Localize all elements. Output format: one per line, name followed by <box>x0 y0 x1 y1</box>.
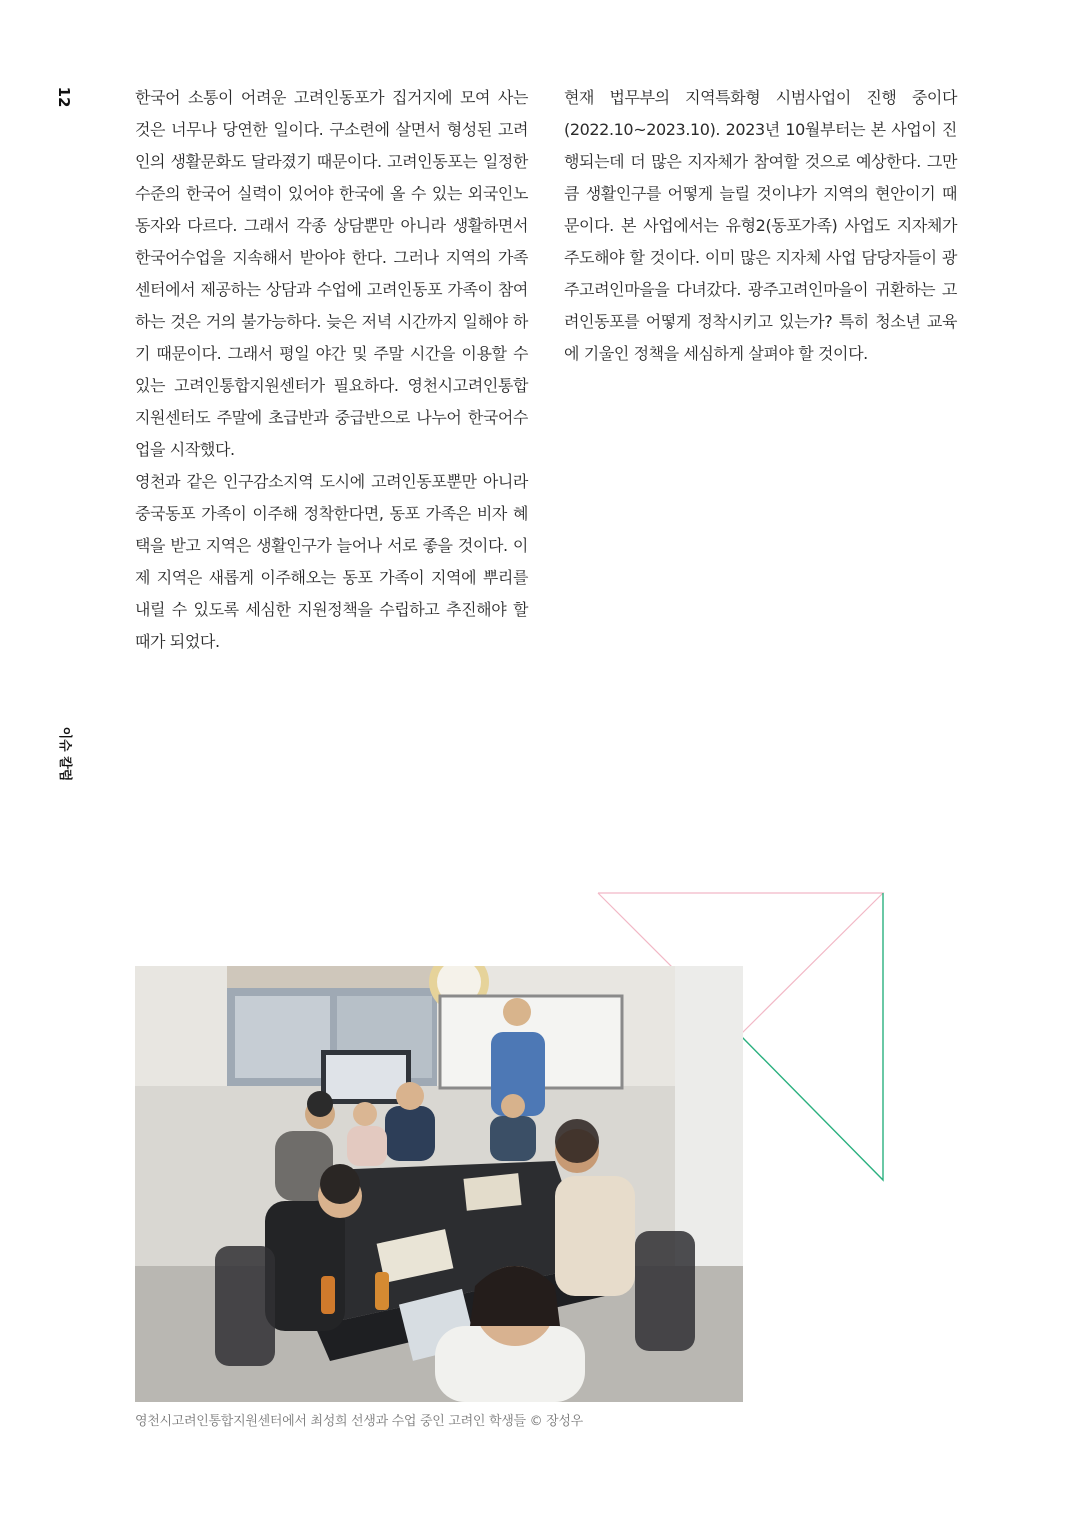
article-paragraph: 현재 법무부의 지역특화형 시범사업이 진행 중이다(2022.10~2023.10). 2023년 10월부터는 본 사업이 진행되는데 더 많은 지자체가 참여할 것으로 예상한다. 그만큼 생활인구를 어떻게 늘릴 것이냐가 지역의 현안이기 때문이다. 본 사업에서는 유형2(동포가족) 사업도 지자체가 주도해야 할 것이다. 이미 많은 지자체 사업 담당자들이 광주고려인마을을 다녀갔다. 광주고려인마을이 귀환하는 고려인동포를 어떻게 정착시키고 있는가? 특히 청소년 교육에 기울인 정책을 세심하게 살펴야 할 것이다. <box>564 88 957 363</box>
article-paragraph: 한국어 소통이 어려운 고려인동포가 집거지에 모여 사는 것은 너무나 당연한 일이다. 구소련에 살면서 형성된 고려인의 생활문화도 달라졌기 때문이다. 고려인동포는 일정한 수준의 한국어 실력이 있어야 한국에 올 수 있는 외국인노동자와 다르다. 그래서 각종 상담뿐만 아니라 생활하면서 한국어수업을 지속해서 받아야 한다. 그러나 지역의 가족센터에서 제공하는 상담과 수업에 고려인동포 가족이 참여하는 것은 거의 불가능하다. 늦은 저녁 시간까지 일해야 하기 때문이다. 그래서 평일 야간 및 주말 시간을 이용할 수 있는 고려인통합지원센터가 필요하다. 영천시고려인통합지원센터도 주말에 초급반과 중급반으로 나누어 한국어수업을 시작했다. <box>135 88 528 459</box>
article-paragraph: 영천과 같은 인구감소지역 도시에 고려인동포뿐만 아니라 중국동포 가족이 이주해 정착한다면, 동포 가족은 비자 혜택을 받고 지역은 생활인구가 늘어나 서로 좋을 것이다. 이제 지역은 새롭게 이주해오는 동포 가족이 지역에 뿌리를 내릴 수 있도록 세심한 지원정책을 수립하고 추진해야 할 때가 되었다. <box>135 472 528 651</box>
classroom-photo-illustration <box>135 966 743 1402</box>
article-right-column <box>564 82 957 370</box>
article-left-column <box>135 82 528 658</box>
classroom-photo <box>135 966 743 1402</box>
section-label: 이슈 칼럼 <box>57 726 72 782</box>
photo-caption: 영천시고려인통합지원센터에서 최성희 선생과 수업 중인 고려인 학생들 © 장성우 <box>135 1414 583 1429</box>
green-triangle-line <box>740 893 883 1180</box>
page-number: 12 <box>55 86 73 108</box>
